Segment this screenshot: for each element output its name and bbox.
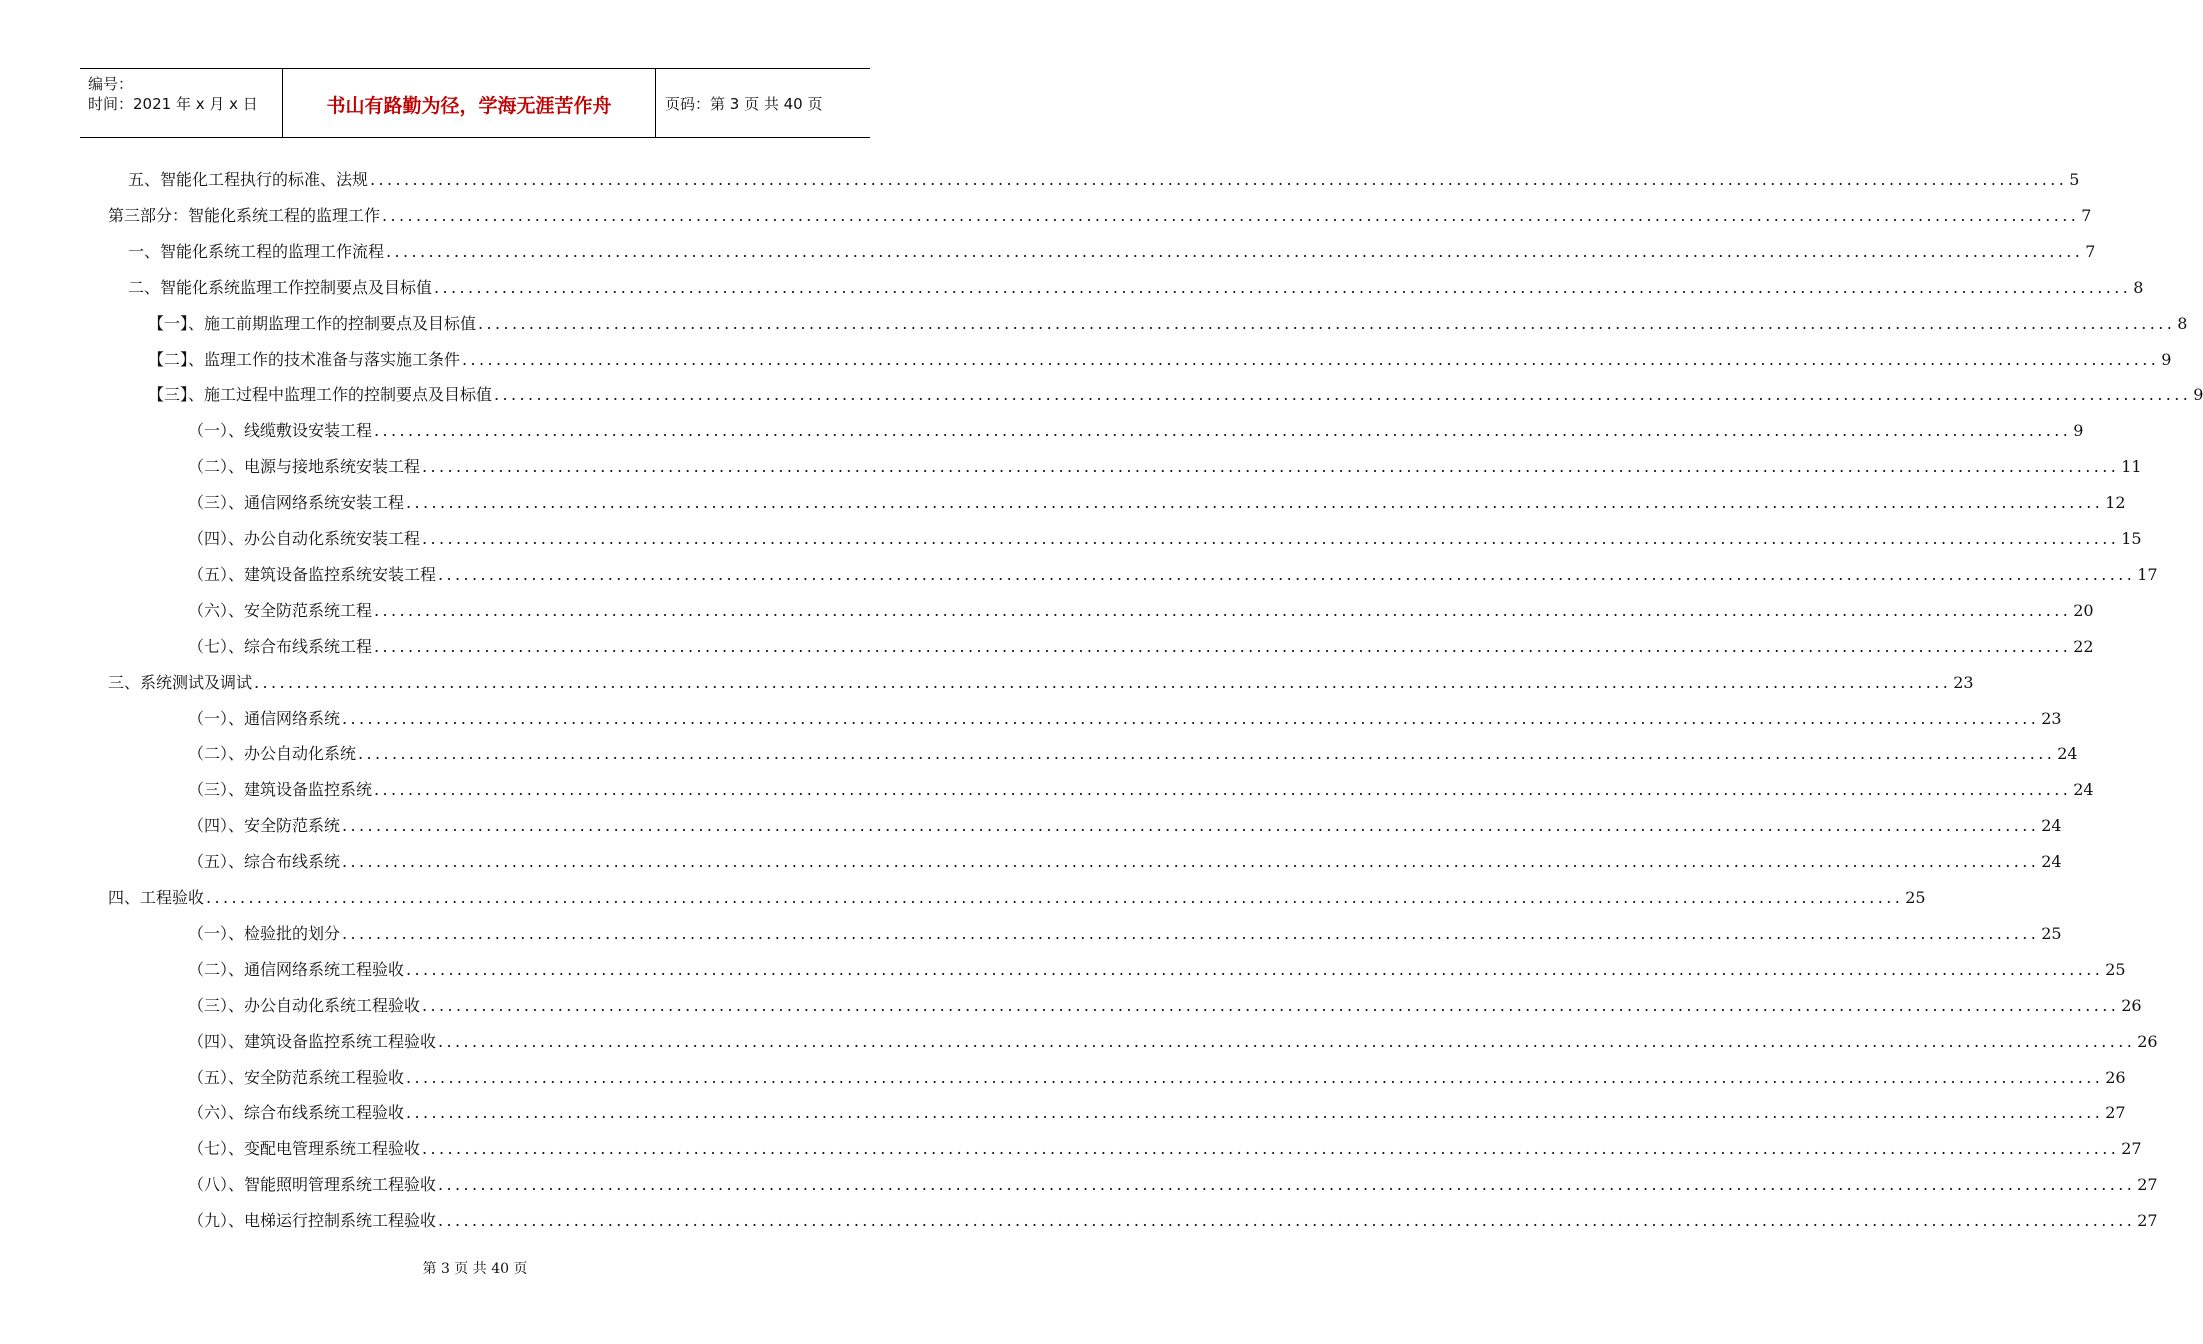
toc-dot-leader: ........................................................................................................................................................................................................ [478, 313, 2176, 333]
toc-entry-title: 二、智能化系统监理工作控制要点及目标值 [128, 277, 433, 297]
toc-entry[interactable] [128, 228, 2096, 262]
toc-entry[interactable] [188, 1125, 2142, 1159]
toc-entry[interactable] [188, 695, 2062, 729]
toc-entry-title: （七）、综合布线系统工程 [188, 636, 373, 656]
toc-entry-page: 24 [2041, 816, 2062, 836]
toc-entry-title: 第三部分：智能化系统工程的监理工作 [108, 205, 381, 225]
document-date-label: 时间：2021 年 x 月 x 日 [88, 95, 258, 113]
toc-dot-leader: ........................................................................................................................................................................................................ [358, 744, 2056, 764]
toc-entry-page: 25 [2041, 923, 2062, 943]
document-number-label: 编号： [88, 75, 134, 93]
toc-entry[interactable] [148, 371, 2203, 405]
toc-entry[interactable] [188, 982, 2142, 1016]
toc-dot-leader: ........................................................................................................................................................................................................ [382, 205, 2080, 225]
toc-dot-leader: ........................................................................................................................................................................................................ [206, 888, 1904, 907]
toc-entry[interactable] [128, 264, 2144, 298]
toc-entry-title: 【一】、施工前期监理工作的控制要点及目标值 [148, 313, 477, 333]
toc-entry-title: （二）、电源与接地系统安装工程 [188, 457, 421, 477]
toc-entry[interactable] [128, 156, 2080, 190]
toc-dot-leader: ........................................................................................................................................................................................................ [422, 1139, 2120, 1159]
toc-dot-leader: ........................................................................................................................................................................................................ [438, 1175, 2136, 1195]
toc-dot-leader: ........................................................................................................................................................................................................ [342, 852, 2040, 872]
toc-entry[interactable] [188, 443, 2142, 477]
toc-entry-page: 22 [2073, 636, 2094, 656]
toc-entry-title: （一）、通信网络系统 [188, 708, 341, 728]
toc-entry-page: 17 [2137, 564, 2158, 584]
toc-entry-title: 【三】、施工过程中监理工作的控制要点及目标值 [148, 385, 493, 405]
toc-dot-leader: ........................................................................................................................................................................................................ [434, 277, 2132, 297]
toc-entry-title: （一）、检验批的划分 [188, 923, 341, 943]
toc-entry-page: 20 [2073, 600, 2094, 620]
toc-entry-page: 27 [2137, 1211, 2158, 1231]
toc-entry[interactable] [188, 1197, 2158, 1231]
toc-entry-page: 7 [2081, 205, 2092, 225]
toc-entry-page: 5 [2069, 170, 2080, 189]
toc-dot-leader: ........................................................................................................................................................................................................ [438, 564, 2136, 584]
toc-entry-title: （七）、变配电管理系统工程验收 [188, 1139, 421, 1159]
toc-dot-leader: ........................................................................................................................................................................................................ [406, 959, 2104, 979]
toc-entry[interactable] [188, 1018, 2158, 1052]
toc-entry[interactable] [108, 659, 1974, 693]
toc-entry[interactable] [188, 730, 2078, 764]
toc-dot-leader: ........................................................................................................................................................................................................ [342, 923, 2040, 943]
toc-entry-title: 一、智能化系统工程的监理工作流程 [128, 241, 385, 261]
toc-entry-title: （六）、安全防范系统工程 [188, 600, 373, 620]
toc-entry-title: （三）、办公自动化系统工程验收 [188, 995, 421, 1015]
toc-entry[interactable] [188, 407, 2084, 441]
page-header [80, 68, 870, 138]
toc-entry[interactable] [188, 838, 2062, 872]
toc-entry-page: 25 [2105, 959, 2126, 979]
toc-dot-leader: ........................................................................................................................................................................................................ [494, 385, 2192, 405]
toc-dot-leader: ........................................................................................................................................................................................................ [374, 600, 2072, 620]
page-footer: 第 3 页 共 40 页 [422, 1261, 528, 1277]
toc-entry-page: 24 [2073, 780, 2094, 800]
toc-entry-page: 8 [2177, 313, 2188, 333]
toc-dot-leader: ........................................................................................................................................................................................................ [422, 457, 2120, 477]
header-motto-cell [282, 69, 656, 137]
toc-entry-page: 26 [2121, 995, 2142, 1015]
toc-entry[interactable] [188, 587, 2094, 621]
toc-entry-title: （五）、安全防范系统工程验收 [188, 1067, 405, 1087]
toc-entry[interactable] [108, 192, 2092, 226]
toc-entry-title: （四）、办公自动化系统安装工程 [188, 529, 421, 548]
toc-entry-title: （四）、安全防范系统 [188, 816, 341, 836]
toc-entry-page: 8 [2133, 277, 2144, 297]
toc-entry-title: （八）、智能照明管理系统工程验收 [188, 1175, 437, 1195]
toc-dot-leader: ........................................................................................................................................................................................................ [374, 421, 2072, 441]
toc-entry-page: 15 [2121, 529, 2142, 548]
toc-dot-leader: ........................................................................................................................................................................................................ [462, 349, 2160, 369]
toc-dot-leader: ........................................................................................................................................................................................................ [254, 672, 1952, 692]
header-info-cell [80, 69, 280, 137]
toc-entry-page: 27 [2137, 1175, 2158, 1195]
toc-entry[interactable] [108, 874, 1926, 908]
toc-entry-title: （五）、综合布线系统 [188, 852, 341, 872]
toc-entry-title: （六）、综合布线系统工程验收 [188, 1103, 405, 1123]
toc-dot-leader: ........................................................................................................................................................................................................ [406, 1067, 2104, 1087]
header-page-number: 页码：第 3 页 共 40 页 [665, 95, 823, 113]
toc-entry-page: 26 [2105, 1067, 2126, 1087]
toc-dot-leader: ........................................................................................................................................................................................................ [422, 995, 2120, 1015]
toc-entry-title: （三）、通信网络系统安装工程 [188, 493, 405, 513]
toc-dot-leader: ........................................................................................................................................................................................................ [406, 493, 2104, 513]
toc-entry-title: 五、智能化工程执行的标准、法规 [128, 170, 369, 189]
toc-entry-title: （三）、建筑设备监控系统 [188, 780, 373, 800]
toc-entry-page: 25 [1905, 888, 1926, 907]
toc-entry[interactable] [148, 336, 2172, 370]
toc-dot-leader: ........................................................................................................................................................................................................ [342, 708, 2040, 728]
header-motto: 书山有路勤为径，学海无涯苦作舟 [326, 95, 612, 117]
toc-entry[interactable] [148, 300, 2188, 334]
toc-entry[interactable] [188, 1161, 2158, 1195]
toc-entry[interactable] [188, 946, 2126, 980]
toc-entry-page: 7 [2085, 241, 2096, 261]
toc-entry[interactable] [188, 1089, 2126, 1123]
toc-entry[interactable] [188, 515, 2142, 549]
toc-entry-page: 9 [2193, 385, 2203, 405]
toc-dot-leader: ........................................................................................................................................................................................................ [438, 1211, 2136, 1231]
toc-dot-leader: ........................................................................................................................................................................................................ [374, 780, 2072, 800]
toc-entry-title: 四、工程验收 [108, 888, 205, 907]
toc-entry-page: 12 [2105, 493, 2126, 513]
toc-entry-page: 26 [2137, 1031, 2158, 1051]
toc-dot-leader: ........................................................................................................................................................................................................ [370, 170, 2068, 189]
toc-dot-leader: ........................................................................................................................................................................................................ [342, 816, 2040, 836]
toc-entry-page: 23 [2041, 708, 2062, 728]
toc-dot-leader: ........................................................................................................................................................................................................ [422, 529, 2120, 548]
toc-entry-title: （二）、办公自动化系统 [188, 744, 357, 764]
toc-entry[interactable] [188, 910, 2062, 944]
toc-entry[interactable] [188, 479, 2126, 513]
header-page-cell [655, 69, 870, 137]
toc-entry-page: 24 [2057, 744, 2078, 764]
toc-dot-leader: ........................................................................................................................................................................................................ [386, 241, 2084, 261]
toc-entry-page: 9 [2161, 349, 2172, 369]
toc-entry-title: （五）、建筑设备监控系统安装工程 [188, 564, 437, 584]
toc-dot-leader: ........................................................................................................................................................................................................ [406, 1103, 2104, 1123]
toc-entry-page: 27 [2105, 1103, 2126, 1123]
toc-entry-page: 24 [2041, 852, 2062, 872]
toc-entry[interactable] [188, 766, 2094, 800]
toc-entry-page: 9 [2073, 421, 2084, 441]
toc-dot-leader: ........................................................................................................................................................................................................ [438, 1031, 2136, 1051]
toc-entry-title: （四）、建筑设备监控系统工程验收 [188, 1031, 437, 1051]
toc-entry[interactable] [188, 551, 2158, 585]
toc-entry-title: 三、系统测试及调试 [108, 672, 253, 692]
toc-dot-leader: ........................................................................................................................................................................................................ [374, 636, 2072, 656]
toc-entry-title: （二）、通信网络系统工程验收 [188, 959, 405, 979]
toc-entry-page: 23 [1953, 672, 1974, 692]
toc-entry-title: （一）、线缆敷设安装工程 [188, 421, 373, 441]
toc-entry-title: 【二】、监理工作的技术准备与落实施工条件 [148, 349, 461, 369]
toc-entry-title: （九）、电梯运行控制系统工程验收 [188, 1211, 437, 1231]
toc-entry-page: 27 [2121, 1139, 2142, 1159]
toc-entry-page: 11 [2121, 457, 2142, 477]
toc-entry[interactable] [188, 623, 2094, 657]
toc-entry[interactable] [188, 802, 2062, 836]
toc-entry[interactable] [188, 1054, 2126, 1088]
